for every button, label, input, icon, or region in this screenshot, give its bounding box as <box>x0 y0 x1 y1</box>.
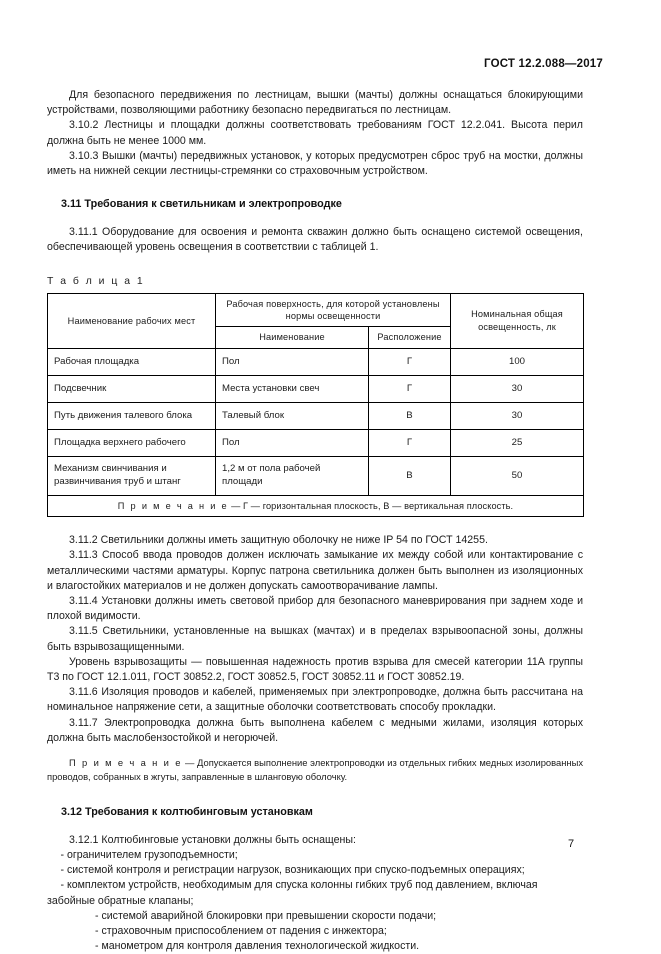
illumination-norms-table <box>47 293 584 518</box>
list-item: - системой аварийной блокировки при превышении скорости подачи; <box>95 909 437 922</box>
list-item: - ограничителем грузоподъемности; <box>60 848 238 861</box>
cell-orientation: В <box>369 456 451 495</box>
heading-3-12: 3.12 Требования к колтюбинговым установкам <box>61 805 313 818</box>
cell-surface: Талевый блок <box>216 402 369 429</box>
paragraph-3-10-2: 3.10.2 Лестницы и площадки должны соответствовать требованиям ГОСТ 12.2.041. Высота перил должна быть не менее 1000 мм. <box>47 119 583 147</box>
table-header-surface-position: Расположение <box>369 327 451 348</box>
cell-lux: 30 <box>451 375 584 402</box>
list-item-continuation: забойные обратные клапаны; <box>47 894 194 907</box>
heading-3-11: 3.11 Требования к светильникам и электропроводке <box>61 198 342 211</box>
note-label: П р и м е ч а н и е <box>69 757 183 769</box>
table-note-row <box>48 495 584 516</box>
table-caption: Т а б л и ц а 1 <box>47 275 145 287</box>
paragraph-3-11-7: 3.11.7 Электропроводка должна быть выполнена кабелем с медными жилами, изоляция которых должна быть маслобензостойкой и негорючей. <box>47 716 583 744</box>
paragraph-3-11-2: 3.11.2 Светильники должны иметь защитную оболочку не ниже IP 54 по ГОСТ 14255. <box>69 534 488 547</box>
table-note-text: — Г — горизонтальная плоскость, В — вертикальная плоскость. <box>228 500 514 511</box>
list-item: - системой контроля и регистрации нагрузок, возникающих при спуско-подъемных операциях; <box>60 864 525 877</box>
paragraph-3-11-1: 3.11.1 Оборудование для освоения и ремонта скважин должно быть оснащено системой освещения, обеспечивающей уровень освещения в соответствии с таблицей 1. <box>47 226 583 254</box>
running-header: ГОСТ 12.2.088—2017 <box>484 58 603 70</box>
paragraph-3-11-3: 3.11.3 Способ ввода проводов должен исключать замыкание их между собой или контактирование с металлическими частями арматуры. Корпус патрона светильника должен быть выполнен из изоляционных и влагостойких материалов и не должен допускать самоотворачивание лампы. <box>47 549 583 592</box>
coiled-tubing-equipment-list <box>47 848 583 954</box>
table-row <box>48 375 584 402</box>
table-header-surface-name: Наименование <box>216 327 369 348</box>
cell-surface: Пол <box>216 429 369 456</box>
cell-place: Рабочая площадка <box>48 348 216 375</box>
cell-place: Механизм свинчивания и развинчивания труб и штанг <box>48 456 216 495</box>
table-note-label: П р и м е ч а н и е <box>117 500 229 511</box>
table-header-workplaces: Наименование рабочих мест <box>48 293 216 348</box>
cell-place: Площадка верхнего рабочего <box>48 429 216 456</box>
cell-orientation: В <box>369 402 451 429</box>
table-header-surface-group: Рабочая поверхность, для которой установлены нормы освещенности <box>216 293 451 327</box>
cell-surface: 1,2 м от пола рабочей площади <box>216 456 369 495</box>
list-item: - комплектом устройств, необходимым для спуска колонны гибких труб под давлением, включая <box>60 879 538 892</box>
paragraph-intro: Для безопасного передвижения по лестницам, вышки (мачты) должны оснащаться блокирующими устройствами, позволяющими работнику безопасно передвигаться по лестницам. <box>47 89 583 117</box>
cell-place: Подсвечник <box>48 375 216 402</box>
cell-lux: 25 <box>451 429 584 456</box>
table-row <box>48 456 584 495</box>
cell-place: Путь движения талевого блока <box>48 402 216 429</box>
paragraph-3-10-3: 3.10.3 Вышки (мачты) передвижных установок, у которых предусмотрен сброс труб на мостки, должны иметь на нижней секции лестницы-стремянки со страховочным устройством. <box>47 149 583 178</box>
table-note <box>48 495 584 516</box>
table-row <box>48 402 584 429</box>
cell-surface: Места установки свеч <box>216 375 369 402</box>
cell-surface: Пол <box>216 348 369 375</box>
paragraph-3-11-6: 3.11.6 Изоляция проводов и кабелей, применяемых при электропроводке, должна быть рассчитана на номинальное напряжение сети, а защитные оболочки соответствовать способу прокладки. <box>47 686 583 714</box>
cell-orientation: Г <box>369 348 451 375</box>
table-row <box>48 348 584 375</box>
table-row <box>48 429 584 456</box>
cell-lux: 100 <box>451 348 584 375</box>
paragraph-3-11-4: 3.11.4 Установки должны иметь световой прибор для безопасного маневрирования при заднем ходе и плохой видимости. <box>47 595 583 623</box>
note-electrical-wiring <box>47 756 583 783</box>
paragraph-3-12-1: 3.12.1 Колтюбинговые установки должны быть оснащены: <box>69 833 356 846</box>
table-header-row-1 <box>48 293 584 327</box>
cell-orientation: Г <box>369 429 451 456</box>
note-text: — Допускается выполнение электропроводки из отдельных гибких медных изолированных проводов, собранных в жгуты, заправленные в шланговую оболочку. <box>47 757 584 782</box>
cell-lux: 30 <box>451 402 584 429</box>
list-item: - страховочным приспособлением от падения с инжектора; <box>95 924 387 937</box>
cell-lux: 50 <box>451 456 584 495</box>
list-item: - манометром для контроля давления технологической жидкости. <box>95 940 420 953</box>
table-header-illuminance: Номинальная общая освещенность, лк <box>451 293 584 348</box>
page-number: 7 <box>568 838 575 850</box>
cell-orientation: Г <box>369 375 451 402</box>
paragraph-3-11-5: 3.11.5 Светильники, установленные на вышках (мачтах) и в пределах взрывоопасной зоны, должны быть взрывозащищенными. <box>47 625 583 653</box>
page-body <box>47 88 583 954</box>
paragraph-explosion-level: Уровень взрывозащиты — повышенная надежность против взрыва для смесей категории 11А группы Т3 по ГОСТ 12.1.011, ГОСТ 30852.2, ГОСТ 30852.5, ГОСТ 30852.11 и ГОСТ 30852.19. <box>47 655 583 684</box>
